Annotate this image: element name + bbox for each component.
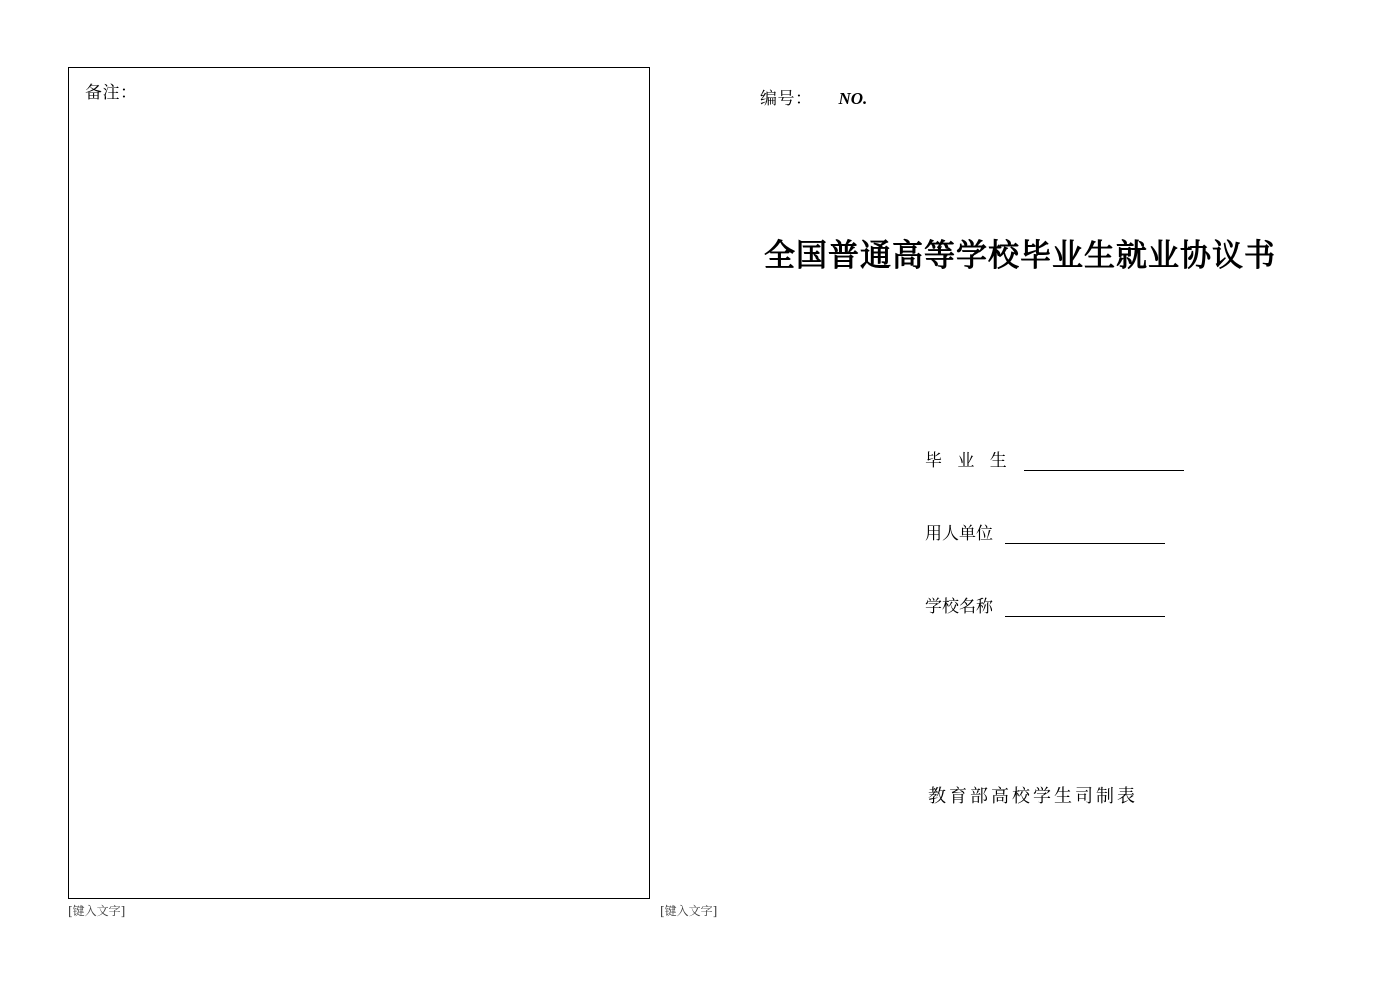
field-line-graduate[interactable] — [1024, 450, 1184, 471]
field-label-school: 学校名称 — [925, 597, 993, 617]
field-row-school — [925, 591, 1325, 617]
issuer-text: 教育部高校学生司制表 — [928, 786, 1138, 807]
remark-box — [68, 67, 650, 899]
cover-page — [700, 60, 1340, 900]
signature-fields — [925, 445, 1325, 664]
right-page-footer-placeholder: [键入文字] — [660, 904, 718, 918]
field-row-employer — [925, 518, 1325, 544]
serial-number-value: NO. — [838, 89, 868, 108]
page-title: 全国普通高等学校毕业生就业协议书 — [764, 238, 1276, 274]
field-label-employer: 用人单位 — [925, 524, 993, 544]
field-row-graduate — [925, 445, 1325, 471]
left-page-footer-placeholder: [键入文字] — [68, 904, 126, 918]
field-line-school[interactable] — [1005, 596, 1165, 617]
field-line-employer[interactable] — [1005, 523, 1165, 544]
serial-number-row — [760, 84, 867, 109]
field-label-graduate: 毕 业 生 — [925, 451, 1012, 471]
serial-number-label: 编号： — [760, 89, 813, 109]
remark-label: 备注： — [85, 83, 138, 103]
